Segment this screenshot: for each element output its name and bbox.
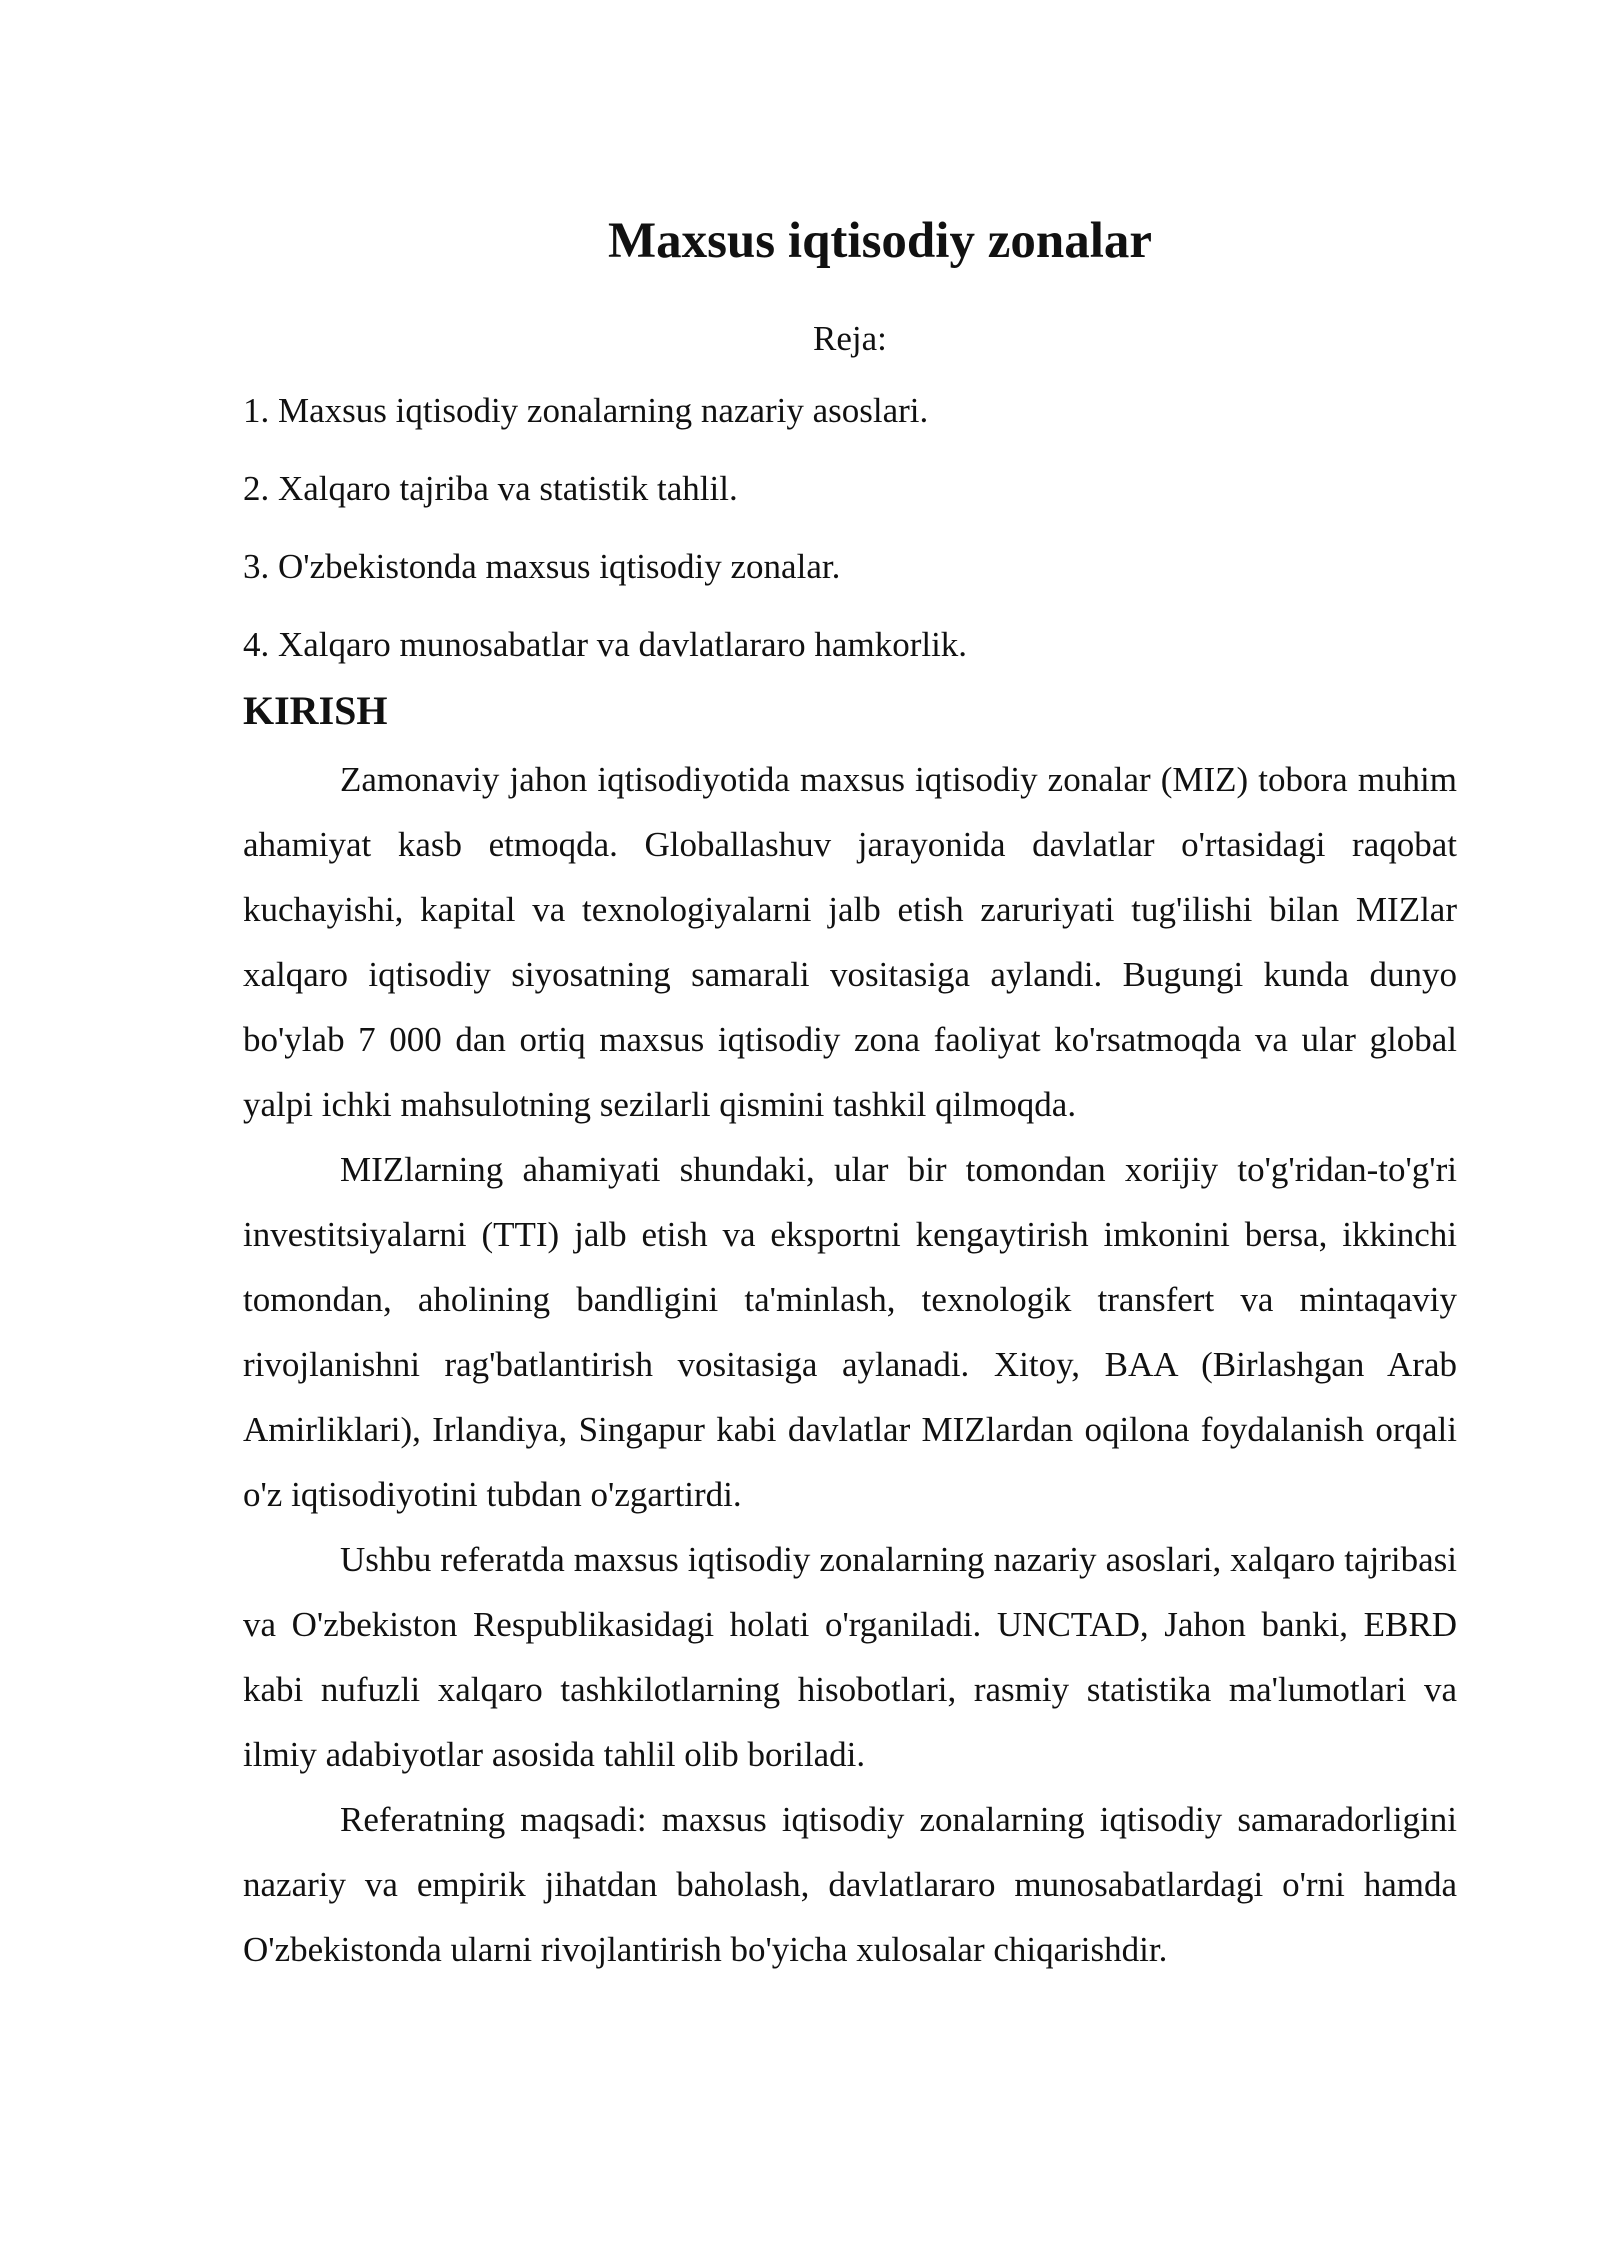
paragraph-4: Referatning maqsadi: maxsus iqtisodiy zonalarning iqtisodiy samaradorligini nazariy va empirik jihatdan baholash, davlatlararo munosabatlardagi o'rni hamda O'zbekistonda ularni rivojlantirish bo'yicha xulosalar chiqarishdir.: [243, 1800, 1457, 1969]
plan-item-3: 3. O'zbekistonda maxsus iqtisodiy zonalar.: [243, 547, 841, 586]
plan-item-2: 2. Xalqaro tajriba va statistik tahlil.: [243, 469, 738, 508]
section-heading-introduction: KIRISH: [243, 688, 388, 733]
plan-label: Reja:: [813, 319, 887, 358]
document-title: Maxsus iqtisodiy zonalar: [607, 213, 1153, 269]
document-page: [243, 205, 1457, 1982]
plan-item-4: 4. Xalqaro munosabatlar va davlatlararo hamkorlik.: [243, 625, 968, 664]
introduction-body: [243, 747, 1457, 1982]
paragraph-3: Ushbu referatda maxsus iqtisodiy zonalarning nazariy asoslari, xalqaro tajribasi va O'zbekiston Respublikasidagi holati o'rganiladi. UNCTAD, Jahon banki, EBRD kabi nufuzli xalqaro tashkilotlarning hisobotlari, rasmiy statistika ma'lumotlari va ilmiy adabiyotlar asosida tahlil olib boriladi.: [243, 1540, 1457, 1774]
paragraph-2: MIZlarning ahamiyati shundaki, ular bir tomondan xorijiy to'g'ridan-to'g'ri investitsiyalarni (TTI) jalb etish va eksportni kengaytirish imkonini bersa, ikkinchi tomondan, aholining bandligini ta'minlash, texnologik transfert va mintaqaviy rivojlanishni rag'batlantirish vositasiga aylanadi. Xitoy, BAA (Birlashgan Arab Amirliklari), Irlandiya, Singapur kabi davlatlar MIZlardan oqilona foydalanish orqali o'z iqtisodiyotini tubdan o'zgartirdi.: [243, 1150, 1457, 1514]
paragraph-1: Zamonaviy jahon iqtisodiyotida maxsus iqtisodiy zonalar (MIZ) tobora muhim ahamiyat kasb etmoqda. Globallashuv jarayonida davlatlar o'rtasidagi raqobat kuchayishi, kapital va texnologiyalarni jalb etish zaruriyati tug'ilishi bilan MIZlar xalqaro iqtisodiy siyosatning samarali vositasiga aylandi. Bugungi kunda dunyo bo'ylab 7 000 dan ortiq maxsus iqtisodiy zona faoliyat ko'rsatmoqda va ular global yalpi ichki mahsulotning sezilarli qismini tashkil qilmoqda.: [243, 760, 1457, 1124]
plan-item-1: 1. Maxsus iqtisodiy zonalarning nazariy asoslari.: [243, 391, 929, 430]
plan-list: [243, 385, 1457, 671]
